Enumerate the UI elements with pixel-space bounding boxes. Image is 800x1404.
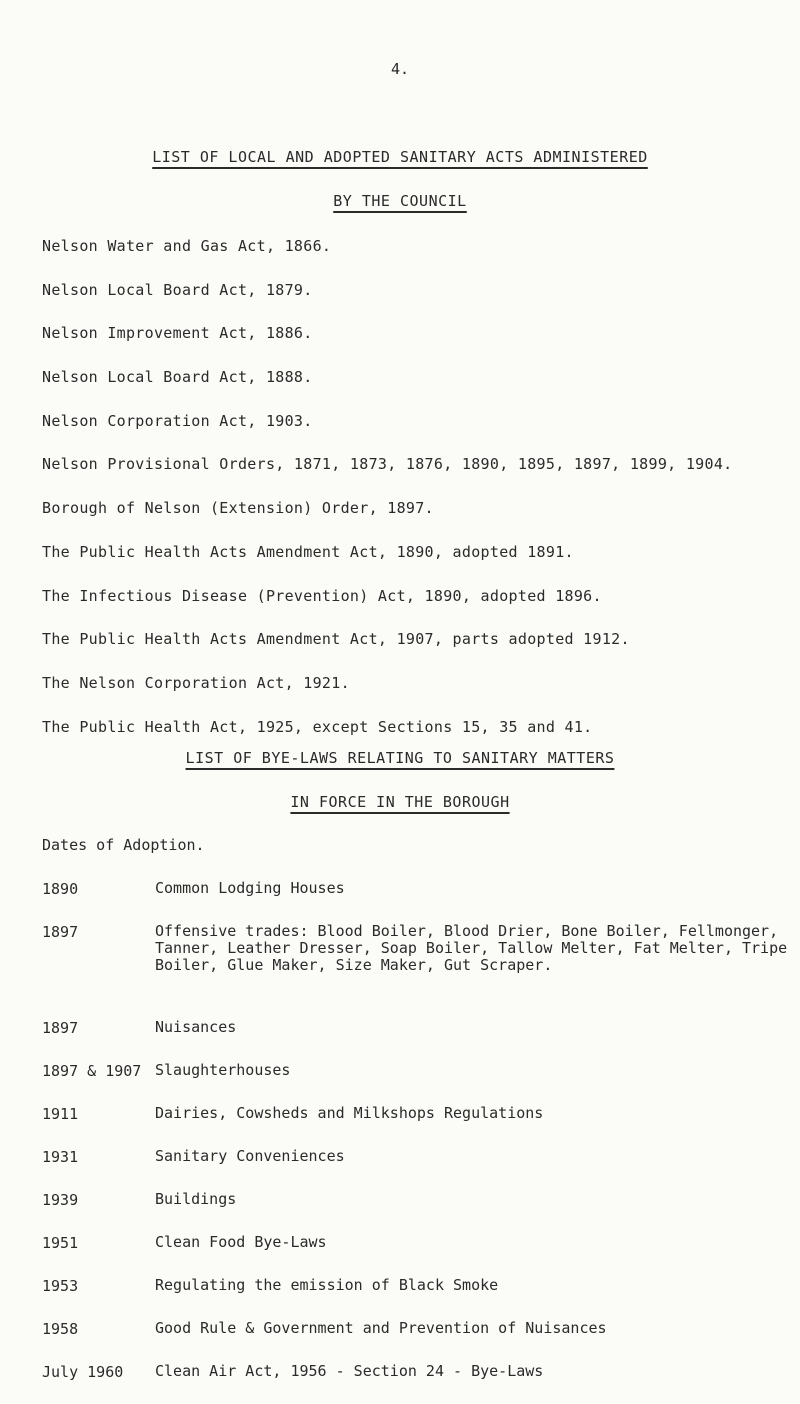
act-item: Nelson Improvement Act, 1886. [42,324,313,343]
byelaw-year: 1897 [42,1019,79,1037]
act-item: Borough of Nelson (Extension) Order, 1897. [42,499,434,518]
byelaw-row [42,1017,792,1060]
byelaws-list [42,878,792,1404]
byelaw-year: 1911 [42,1105,79,1123]
byelaw-year: July 1960 [42,1363,124,1381]
byelaw-row [42,1146,792,1189]
byelaw-subject: Offensive trades: Blood Boiler, Blood Drier, Bone Boiler, Fellmonger, Tanner, Leather Dresser, Soap Boiler, Tallow Melter, Fat Melter, Tripe Boiler, Glue Maker, Size Maker, Gut Scraper. [155,922,788,974]
act-item: The Public Health Acts Amendment Act, 1890, adopted 1891. [42,542,574,561]
byelaw-row [42,878,792,921]
byelaws-heading-line1: LIST OF BYE-LAWS RELATING TO SANITARY MATTERS [185,749,615,767]
byelaw-row [42,1232,792,1275]
byelaws-heading-line2: IN FORCE IN THE BOROUGH [290,793,510,811]
byelaw-row [42,1189,792,1232]
byelaw-row [42,1060,792,1103]
page-number: 4. [390,60,410,78]
act-item: Nelson Local Board Act, 1879. [42,280,313,299]
byelaw-subject: Clean Air Act, 1956 - Section 24 - Bye-Laws [155,1362,544,1380]
byelaw-year: 1890 [42,880,79,898]
byelaw-year: 1958 [42,1320,79,1338]
byelaw-subject: Buildings [155,1190,237,1208]
byelaw-year: 1931 [42,1148,79,1166]
act-item: Nelson Provisional Orders, 1871, 1873, 1876, 1890, 1895, 1897, 1899, 1904. [42,455,733,474]
acts-heading-line1: LIST OF LOCAL AND ADOPTED SANITARY ACTS ADMINISTERED [152,148,648,166]
acts-list [42,235,792,759]
byelaw-subject: Regulating the emission of Black Smoke [155,1276,499,1294]
act-item: The Nelson Corporation Act, 1921. [42,673,350,692]
byelaw-subject: Slaughterhouses [155,1061,291,1079]
acts-heading-line2: BY THE COUNCIL [333,192,467,210]
byelaw-row [42,1361,792,1404]
byelaw-row [42,1103,792,1146]
act-item: Nelson Local Board Act, 1888. [42,368,313,387]
byelaw-year: 1951 [42,1234,79,1252]
dates-label: Dates of Adoption. [42,836,205,854]
byelaw-subject: Dairies, Cowsheds and Milkshops Regulations [155,1104,544,1122]
byelaw-year: 1953 [42,1277,79,1295]
act-item: The Public Health Acts Amendment Act, 1907, parts adopted 1912. [42,630,630,649]
byelaw-year: 1897 & 1907 [42,1062,142,1080]
byelaw-row [42,1318,792,1361]
act-item: The Infectious Disease (Prevention) Act, 1890, adopted 1896. [42,586,602,605]
byelaw-year: 1897 [42,923,79,941]
byelaw-year: 1939 [42,1191,79,1209]
act-item: Nelson Corporation Act, 1903. [42,411,313,430]
byelaw-subject: Clean Food Bye-Laws [155,1233,327,1251]
act-item: Nelson Water and Gas Act, 1866. [42,237,332,255]
byelaw-row [42,921,792,1017]
act-item: The Public Health Act, 1925, except Sections 15, 35 and 41. [42,717,593,736]
byelaw-row [42,1275,792,1318]
byelaw-subject: Good Rule & Government and Prevention of Nuisances [155,1319,607,1337]
byelaw-subject: Common Lodging Houses [155,879,345,897]
byelaw-subject: Sanitary Conveniences [155,1147,345,1165]
byelaw-subject: Nuisances [155,1018,237,1036]
